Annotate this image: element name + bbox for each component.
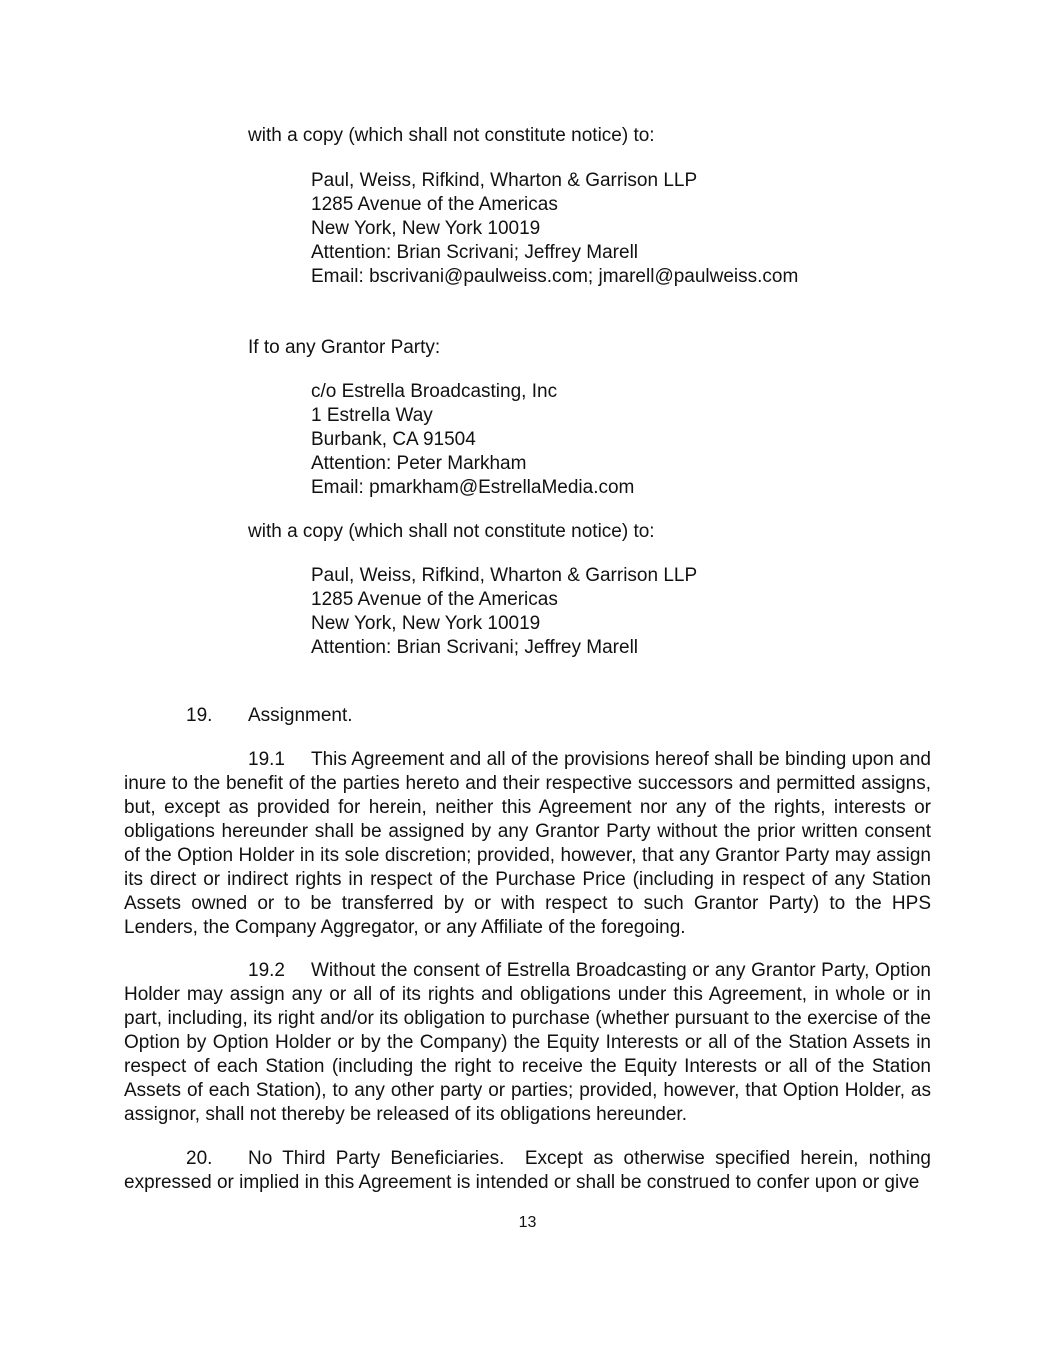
section-20-paragraph (124, 1147, 931, 1195)
grantor-intro: If to any Grantor Party: (248, 337, 441, 358)
address-line: Paul, Weiss, Rifkind, Wharton & Garrison LLP (311, 170, 698, 191)
section-19-1-text: This Agreement and all of the provisions hereof shall be binding upon and inure to the benefit of the parties hereto and their respective successors and permitted assigns, but, except as provided for herein, neither this Agreement nor any of the rights, interests or obligations hereunder shall be assigned by any Grantor Party without the prior written consent of the Option Holder in its sole discretion; provided, however, that any Grantor Party may assign its direct or indirect rights in respect of the Purchase Price (including in respect of any Station Assets owned or to be transferred by or with respect to such Grantor Party) to the HPS Lenders, the Company Aggregator, or any Affiliate of the foregoing. (124, 749, 931, 938)
section-19-2-text: Without the consent of Estrella Broadcasting or any Grantor Party, Option Holder may assign any or all of its rights and obligations under this Agreement, in whole or in part, including, its right and/or its obligation to purchase (whether pursuant to the exercise of the Option by Option Holder or by the Company) the Equity Interests or all of the Station Assets in respect of each Station (including the right to receive the Equity Interests or all of the Station Assets of each Station), to any other party or parties; provided, however, that Option Holder, as assignor, shall not thereby be released of its obligations hereunder. (124, 960, 931, 1125)
copy-intro-2: with a copy (which shall not constitute notice) to: (248, 521, 655, 542)
address-line: New York, New York 10019 (311, 613, 541, 634)
section-20-text: Except as otherwise specified herein, nothing expressed or implied in this Agreement is intended or shall be construed to confer upon or give (124, 1148, 931, 1193)
address-line: Attention: Brian Scrivani; Jeffrey Marell (311, 637, 639, 658)
address-line: Email: bscrivani@paulweiss.com; jmarell@paulweiss.com (311, 266, 799, 287)
copy-intro-1: with a copy (which shall not constitute notice) to: (248, 125, 655, 146)
address-line: 1285 Avenue of the Americas (311, 589, 558, 610)
address-line: Attention: Peter Markham (311, 453, 527, 474)
page-number: 13 (518, 1214, 537, 1231)
section-19-number: 19. (186, 705, 213, 726)
address-line: New York, New York 10019 (311, 218, 541, 239)
address-line: 1285 Avenue of the Americas (311, 194, 558, 215)
address-line: Burbank, CA 91504 (311, 429, 476, 450)
section-19-2-number: 19.2 (248, 960, 285, 981)
address-line: 1 Estrella Way (311, 405, 433, 426)
section-20-heading: No Third Party Beneficiaries. (248, 1148, 505, 1169)
address-line: c/o Estrella Broadcasting, Inc (311, 381, 558, 402)
section-19-1-paragraph (124, 748, 931, 940)
section-19-1-number: 19.1 (248, 749, 285, 770)
section-19-2-paragraph (124, 959, 931, 1127)
section-20-number: 20. (186, 1148, 213, 1169)
address-line: Paul, Weiss, Rifkind, Wharton & Garrison LLP (311, 565, 698, 586)
address-line: Attention: Brian Scrivani; Jeffrey Marell (311, 242, 639, 263)
address-line: Email: pmarkham@EstrellaMedia.com (311, 477, 635, 498)
section-19-heading: Assignment. (248, 705, 353, 726)
